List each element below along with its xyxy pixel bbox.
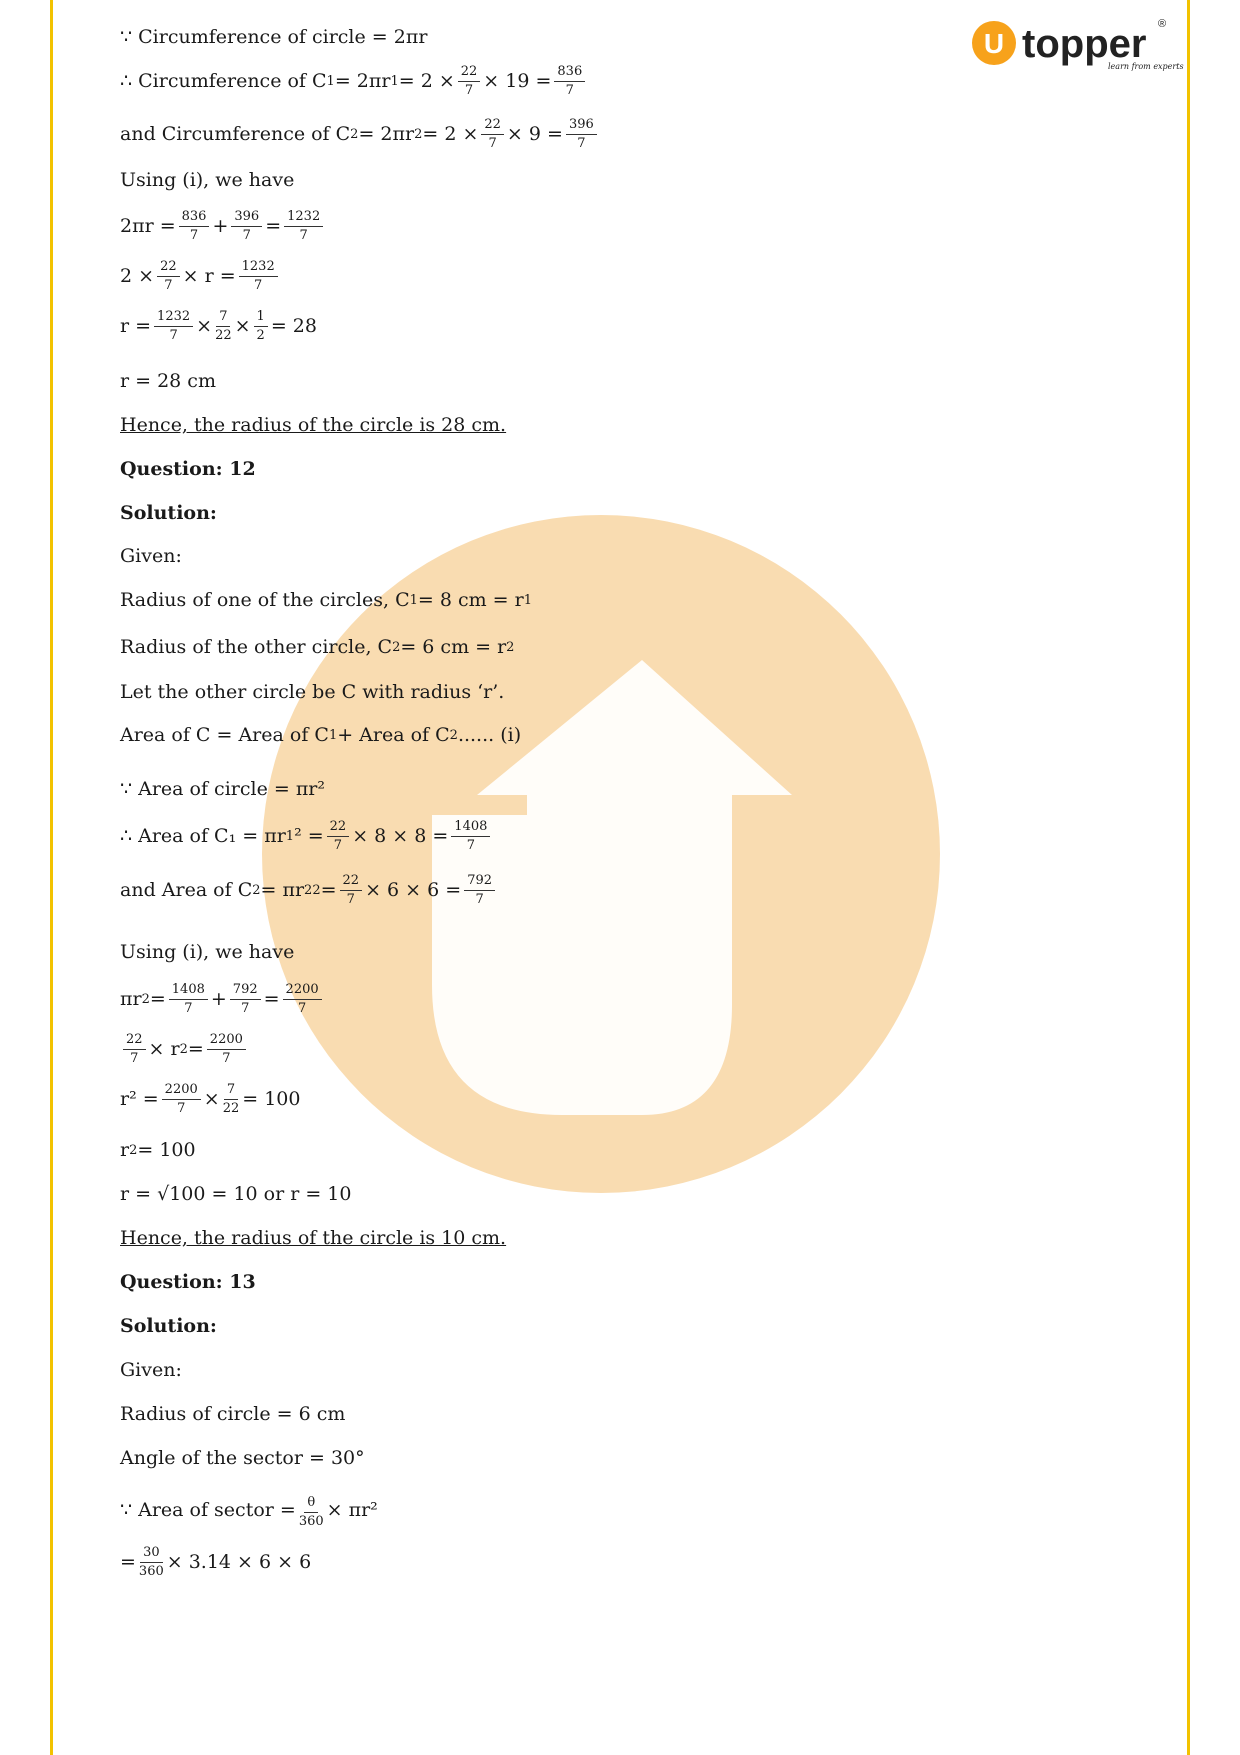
fraction: $\frac{22}{7}$ [123,1033,146,1065]
text-line: Radius of circle = 6 cm [120,1403,346,1425]
conclusion-line: Hence, the radius of the circle is 10 cm. [120,1227,507,1249]
fraction: $\frac{\theta}{360}$ [298,1495,324,1529]
math-line: and Circumference of C 2 = 2πr 2 = 2 × $\frac{22}{7}$ × 9 = $\frac{396}{7}$ [120,118,600,150]
fraction: $\frac{22}{7}$ [458,65,481,97]
fraction: $\frac{1}{2}$ [254,310,268,342]
math-line: ∵ Area of sector = $\frac{\theta}{360}$ × πr² [120,1495,378,1529]
solution-heading: Solution: [120,502,217,524]
fraction: $\frac{2200}{7}$ [207,1033,246,1065]
fraction: $\frac{22}{7}$ [340,874,363,906]
question-heading: Question: 12 [120,458,256,480]
question-heading: Question: 13 [120,1271,256,1293]
math-line: r = √100 = 10 or r = 10 [120,1183,352,1205]
conclusion-line: Hence, the radius of the circle is 28 cm. [120,414,507,436]
fraction: $\frac{1232}{7}$ [284,210,323,242]
text-line: ∵ Area of circle = πr² [120,778,326,800]
text-line: Using (i), we have [120,941,295,963]
fraction: $\frac{2200}{7}$ [162,1083,201,1115]
topper-logo [970,15,1184,79]
fraction: $\frac{22}{7}$ [327,820,350,852]
math-line: πr 2 = $\frac{1408}{7}$ + $\frac{792}{7}$ = $\frac{2200}{7}$ [120,983,325,1015]
fraction: $\frac{836}{7}$ [554,65,585,97]
svg-text:learn from experts: learn from experts [1108,62,1184,71]
text-line: Given: [120,1359,182,1381]
text-line: Angle of the sector = 30° [120,1447,365,1469]
fraction: $\frac{22}{7}$ [157,260,180,292]
text-line: r = 28 cm [120,370,216,392]
fraction: $\frac{792}{7}$ [464,874,495,906]
math-line: $\frac{22}{7}$ × r 2 = $\frac{2200}{7}$ [120,1033,249,1065]
text-line: Radius of one of the circles, C 1 = 8 cm = r 1 [120,589,532,611]
solution-heading: Solution: [120,1315,217,1337]
fraction: $\frac{7}{22}$ [222,1082,240,1116]
left-page-border [50,0,53,1755]
fraction: $\frac{396}{7}$ [231,210,262,242]
right-page-border [1187,0,1190,1755]
text-line: Radius of the other circle, C 2 = 6 cm = r 2 [120,636,515,658]
fraction: $\frac{836}{7}$ [179,210,210,242]
svg-text:U: U [983,28,1005,59]
math-line: 2πr = $\frac{836}{7}$ + $\frac{396}{7}$ = $\frac{1232}{7}$ [120,210,326,242]
text-line: ∵ Circumference of circle = 2πr [120,26,428,48]
math-line: 2 × $\frac{22}{7}$ × r = $\frac{1232}{7}$ [120,260,281,292]
fraction: $\frac{792}{7}$ [230,983,261,1015]
text-line: Let the other circle be C with radius ‘r’. [120,681,505,703]
topper-u-arrow-icon [262,515,940,1193]
text-line: Area of C = Area of C 1 + Area of C 2 ...... (i) [120,724,522,746]
math-line: r² = $\frac{2200}{7}$ × $\frac{7}{22}$ = 100 [120,1082,301,1116]
math-line: r 2 = 100 [120,1139,196,1161]
math-line: ∴ Area of C₁ = πr 1 ² = $\frac{22}{7}$ × 8 × 8 = $\frac{1408}{7}$ [120,820,493,852]
math-line: = $\frac{30}{360}$ × 3.14 × 6 × 6 [120,1545,312,1579]
math-line: ∴ Circumference of C 1 = 2πr 1 = 2 × $\frac{22}{7}$ × 19 = $\frac{836}{7}$ [120,65,588,97]
svg-text:topper: topper [1022,22,1147,66]
fraction: $\frac{1232}{7}$ [154,310,193,342]
math-line: r = $\frac{1232}{7}$ × $\frac{7}{22}$ × $\frac{1}{2}$ = 28 [120,309,317,343]
svg-text:®: ® [1158,18,1167,30]
fraction: $\frac{30}{360}$ [138,1545,164,1579]
fraction: $\frac{1232}{7}$ [239,260,278,292]
fraction: $\frac{2200}{7}$ [283,983,322,1015]
text-line: Given: [120,545,182,567]
fraction: $\frac{1408}{7}$ [169,983,208,1015]
text-line: Using (i), we have [120,169,295,191]
math-line: and Area of C 2 = πr 2 2 = $\frac{22}{7}$ × 6 × 6 = $\frac{792}{7}$ [120,874,498,906]
fraction: $\frac{396}{7}$ [566,118,597,150]
fraction: $\frac{1408}{7}$ [451,820,490,852]
fraction: $\frac{22}{7}$ [481,118,504,150]
fraction: $\frac{7}{22}$ [215,309,232,343]
